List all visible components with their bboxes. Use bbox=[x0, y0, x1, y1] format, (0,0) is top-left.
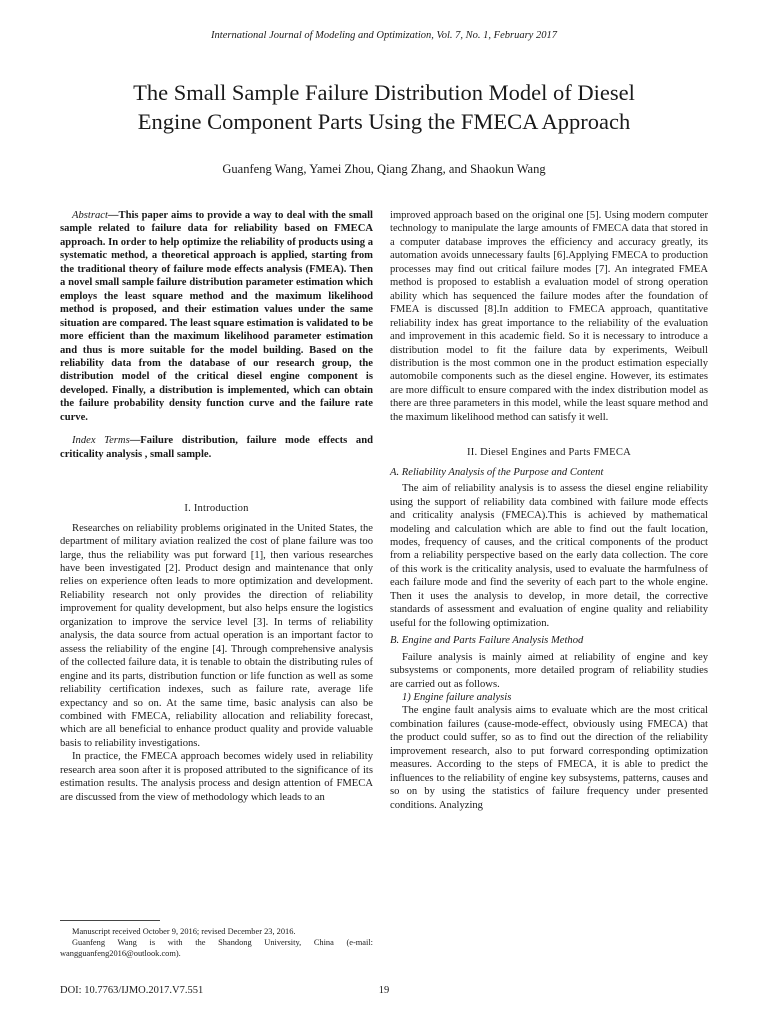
section-heading-introduction: I. Introduction bbox=[184, 503, 249, 515]
subsection-heading-b: B. Engine and Parts Failure Analysis Method bbox=[390, 635, 584, 647]
left-column bbox=[60, 209, 373, 804]
section-heading-diesel-engines: II. Diesel Engines and Parts FMECA bbox=[467, 447, 631, 459]
paper-title bbox=[60, 78, 708, 136]
intro-continuation: improved approach based on the original one [5]. Using modern computer technology to manipulate the large amounts of FMECA data that stored in a computer database improves the efficiency and accuracy greatly, its automation avoids unnecessary faults [6].Applying FMECA to production processes may find out critical failure modes [7]. An integrated FMEA method is proposed to establish a evaluation model of strong operation ability which has sequenced the failure modes after the foundation of FMEA is discussed [8].In addition to FMECA approach, quantitative reliability index has great importance to the reliability of the evaluation and improvement in this academic field. So it is necessary to introduce a distribution model to fit the failure data by experiments, Weibull distribution is the most common one in the product estimation especially automobile components such as the diesel engine. However, its estimates are more difficult to ensure compared with the index distribution model as there are three parameters in this model, while the least square method and the maximum likelihood method can satisfy it well. bbox=[390, 210, 708, 423]
right-column bbox=[390, 209, 708, 812]
subsection-b-text: Failure analysis is mainly aimed at reliability of engine and key subsystems or components, more detailed program of reliability studies are carried out as follows. bbox=[390, 651, 708, 690]
abstract-text: —This paper aims to provide a way to deal with the small sample related to failure data for reliability based on FMECA approach. In order to help optimize the reliability of products using a systematic method, a theoretical approach is applied, starting from the traditional theory of failure mode effects analysis (FMEA). Then a novel small sample failure distribution parameter estimation which employs the least square method and the maximum likelihood method is proposed, and their estimation values under the same situation are compared. The least square estimation is validated to be more efficient than the maximum likelihood parameter estimation and thus is more suitable for the model building. Based on the reliability data from the database of our research group, the distribution model of the critical diesel engine component is developed. Finally, a distribution is implemented, which can obtain the failure probability density function curve and the failure rate curve. bbox=[60, 210, 373, 423]
index-terms-lead: Index Terms bbox=[72, 435, 130, 447]
index-terms bbox=[60, 434, 373, 461]
page-number: 19 bbox=[378, 985, 390, 996]
title-line-2: Engine Component Parts Using the FMECA Approach bbox=[137, 109, 631, 134]
index-terms-text: —Failure distribution, failure mode effects and criticality analysis , small sample. bbox=[60, 435, 373, 460]
intro-paragraph-1: Researches on reliability problems originated in the United States, the department of military aviation realized the cost of plane failure was too large, thus the reliability was put forward [1], then various researches have been investigated [2]. Product design and maintenance that only relies on experience often leads to more optimization and development. Reliability research not only provides the direction of reliability improvement for quality development, but also helps ensure the logistics organization to improve the service level [3]. In terms of reliability analysis, the data source from actual operation is an important factor to assess the reliability of the engine [4]. Through comprehensive analysis of the collected failure data, it is tenable to obtain the distributing rules of engine and its parts, distribution function or life function as well as some reliability certification indexes, such as failure rate, average life expectancy and so on. At the same time, basic analysis can also be combined with FMECA, reliability allocation and reliability forecast, which are all beneficial to enhance product quality and provide valuable basis to reliability investigations. bbox=[60, 522, 373, 749]
journal-header: International Journal of Modeling and Optimization, Vol. 7, No. 1, February 2017 bbox=[211, 30, 557, 41]
abstract-lead: Abstract bbox=[72, 210, 108, 221]
footnotes bbox=[60, 926, 373, 959]
intro-paragraph-2: In practice, the FMECA approach becomes widely used in reliability research area soon after it is proposed attributed to the significance of its estimation results. The analysis process and design attention of FMECA are discussed from the view of methodology which leads to an bbox=[60, 751, 373, 803]
subsection-a-text: The aim of reliability analysis is to assess the diesel engine reliability using the support of reliability data combined with failure mode effects and criticality analysis (FMECA).This is achieved by mathematical modeling and calculation which are able to find out the fault location, modes, frequency of causes, and the critical components of the product from a reliability perspective based on the early data collection. The core of this work is the criticality analysis, used to evaluate the harmfulness of each failure mode and find the severity of each part to the whole engine. Then it uses the analysis to develop, in more detail, the corrective standards of assessment and evaluation of engine quality and reliability useful for the following optimization. bbox=[390, 483, 708, 629]
abstract bbox=[60, 209, 373, 424]
author-list: Guanfeng Wang, Yamei Zhou, Qiang Zhang, and Shaokun Wang bbox=[222, 162, 546, 176]
title-line-1: The Small Sample Failure Distribution Model of Diesel bbox=[133, 80, 635, 105]
subsection-heading-a: A. Reliability Analysis of the Purpose and Content bbox=[390, 466, 604, 478]
subsubsection-heading-1: 1) Engine failure analysis bbox=[402, 691, 512, 703]
doi-label: DOI: 10.7763/IJMO.2017.V7.551 bbox=[60, 985, 204, 996]
footnote-author-affiliation: Guanfeng Wang is with the Shandong University, China (e-mail: wangguanfeng2016@outlook.com). bbox=[60, 938, 373, 958]
subsubsection-1-text: The engine fault analysis aims to evaluate which are the most critical combination failures (cause-mode-effect, obviously using FMECA) that the product could suffer, so as to find out the direction of the reliability improvement research, also to put forward corresponding optimization measures. According to the steps of FMECA, it is able to predict the influences to the reliability of engine key subsystems, patterns, causes and so on by using the statistics of failure frequency under presented conditions. Analyzing bbox=[390, 705, 708, 811]
footnote-manuscript: Manuscript received October 9, 2016; revised December 23, 2016. bbox=[72, 927, 296, 936]
footnote-divider bbox=[60, 920, 160, 921]
